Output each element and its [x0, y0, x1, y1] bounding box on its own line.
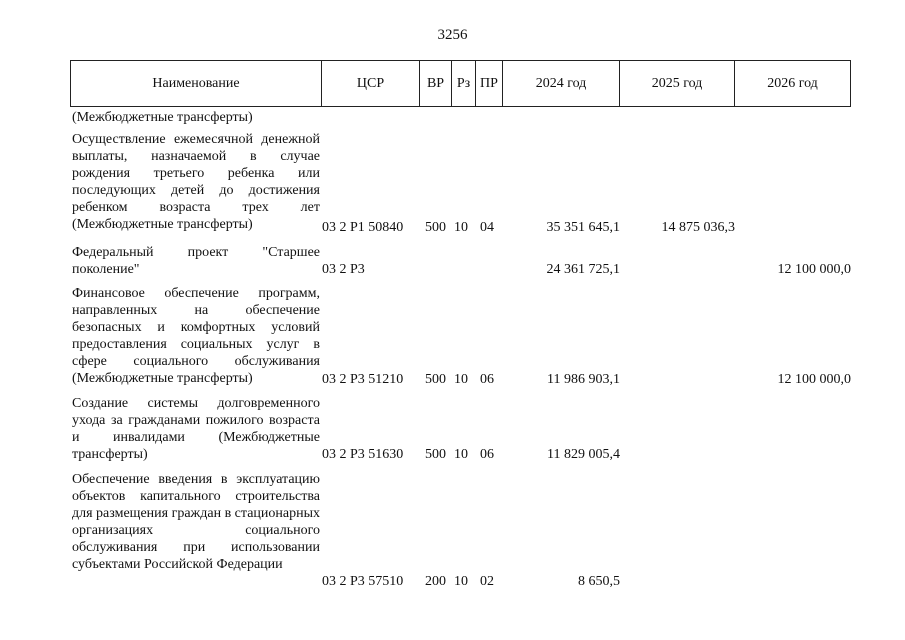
row-vr: 200	[425, 574, 446, 589]
header-2026: 2026 год	[767, 75, 818, 91]
row-rz: 10	[454, 220, 468, 235]
row-csr: 03 2 P3 51630	[322, 447, 404, 462]
row-name: Осуществление ежемесячной денежной выплаты, назначаемой в случае рождения третьего ребенка или последующих детей до достижения ребенком возраста трех лет (Межбюджетные трансферты)	[72, 132, 320, 232]
row-name: Финансовое обеспечение программ, направленных на обеспечение безопасных и комфортных условий предоставления социальных услуг в сфере социального обслуживания (Межбюджетные трансферты)	[72, 286, 320, 386]
row-value-2024: 11 986 903,1	[547, 372, 620, 387]
row-value-2026: 12 100 000,0	[777, 262, 851, 277]
header-csr: ЦСР	[322, 61, 420, 106]
row-pr: 06	[480, 372, 494, 387]
row-vr: 500	[425, 447, 446, 462]
page-number: 3256	[437, 27, 468, 43]
row-pr: 06	[480, 447, 494, 462]
row-name: Создание системы долговременного ухода за гражданами пожилого возраста и инвалидами (Межбюджетные трансферты)	[72, 396, 320, 462]
row-pr: 02	[480, 574, 494, 589]
header-rz: Рз	[452, 61, 476, 106]
row-pr: 04	[480, 220, 494, 235]
row-name: Обеспечение введения в эксплуатацию объектов капитального строительства для размещения граждан в стационарных организациях социального обслуживания при использовании субъектами Российской Федерации	[72, 472, 320, 572]
row-csr: 03 2 P3 57510	[322, 574, 404, 589]
row-rz: 10	[454, 574, 468, 589]
row-csr: 03 2 P3	[322, 262, 365, 277]
header-2024: 2024 год	[503, 61, 620, 106]
header-name: Наименование	[71, 61, 322, 106]
header-pr: ПР	[476, 61, 503, 106]
row-value-2024: 35 351 645,1	[546, 220, 620, 235]
row-rz: 10	[454, 447, 468, 462]
row-csr: 03 2 P1 50840	[322, 220, 404, 235]
row-name: Федеральный проект "Старшее поколение"	[72, 245, 320, 277]
row-vr: 500	[425, 372, 446, 387]
row-vr: 500	[425, 220, 446, 235]
row-csr: 03 2 P3 51210	[322, 372, 404, 387]
row-value-2026: 12 100 000,0	[777, 372, 851, 387]
row-name: (Межбюджетные трансферты)	[72, 110, 253, 125]
row-rz: 10	[454, 372, 468, 387]
row-value-2024: 11 829 005,4	[547, 447, 620, 462]
header-vr: ВР	[420, 61, 452, 106]
row-value-2024: 24 361 725,1	[546, 262, 620, 277]
row-value-2025: 14 875 036,3	[661, 220, 735, 235]
row-value-2024: 8 650,5	[578, 574, 620, 589]
header-2025: 2025 год	[620, 61, 735, 106]
